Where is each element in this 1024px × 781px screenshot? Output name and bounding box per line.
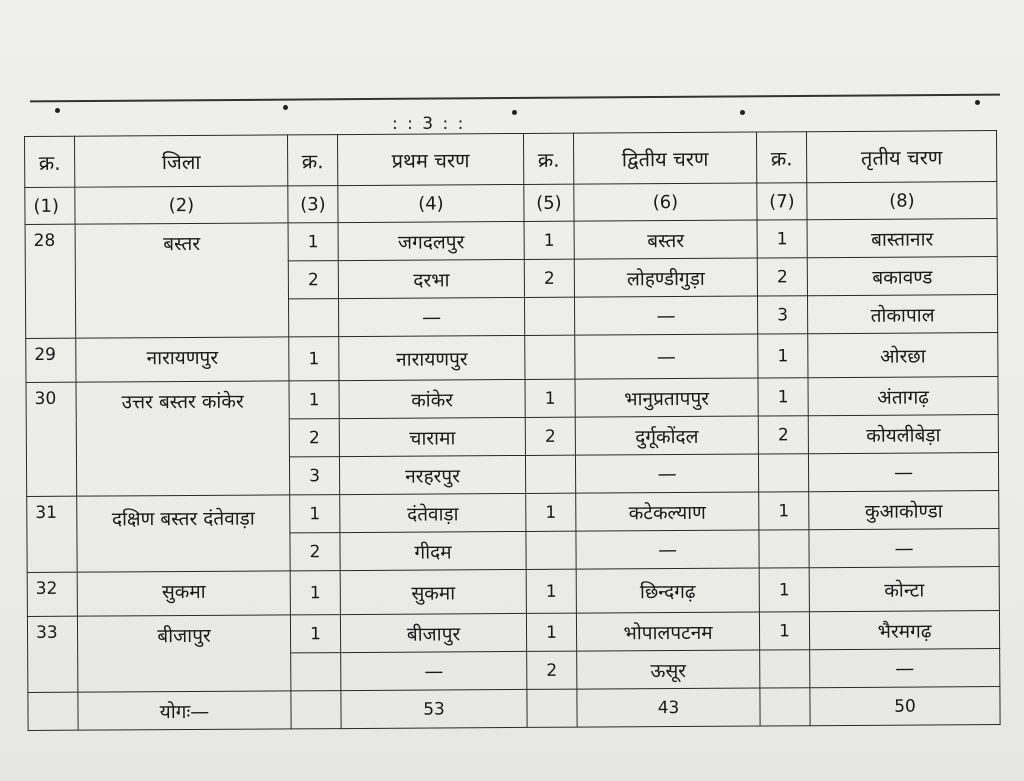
district-name: सुकमा <box>77 571 290 616</box>
column-index: (5) <box>524 184 574 221</box>
phase1-serial: 3 <box>289 457 339 495</box>
phase1-block: दरभा <box>338 259 524 298</box>
block-table <box>24 130 1001 731</box>
phase2-block: भानुप्रतापपुर <box>575 378 758 417</box>
phase2-serial: 1 <box>526 569 576 613</box>
phase1-block: दंतेवाड़ा <box>340 493 526 532</box>
total-row <box>28 687 1000 731</box>
table-row <box>27 611 999 655</box>
phase2-serial: 1 <box>525 379 575 417</box>
column-header: क्र. <box>523 133 573 184</box>
empty-cell <box>527 689 577 727</box>
column-index: (6) <box>574 183 757 221</box>
phase1-serial: 2 <box>290 533 340 571</box>
phase1-serial: 1 <box>290 571 340 615</box>
phase2-serial: 2 <box>525 417 575 455</box>
phase2-serial <box>526 531 576 569</box>
column-index: (2) <box>75 186 288 224</box>
phase1-serial: 2 <box>289 419 339 457</box>
dot-mark <box>512 110 517 115</box>
phase1-block: जगदलपुर <box>338 221 524 260</box>
table-row <box>26 333 998 383</box>
phase2-serial <box>525 455 575 493</box>
district-serial: 29 <box>26 338 76 382</box>
phase1-serial: 2 <box>288 261 338 299</box>
phase2-block: — <box>575 334 758 379</box>
phase2-block: दुर्गूकोंदल <box>575 416 758 455</box>
phase1-serial <box>288 299 338 337</box>
phase3-serial <box>758 454 808 492</box>
column-index: (4) <box>338 184 524 222</box>
phase2-serial <box>524 297 574 335</box>
phase1-serial: 1 <box>290 495 340 533</box>
phase3-block: कोन्टा <box>809 567 999 612</box>
empty-cell <box>760 688 810 726</box>
phase2-block: — <box>576 530 759 569</box>
column-header: प्रथम चरण <box>337 133 523 185</box>
phase2-serial: 2 <box>524 259 574 297</box>
phase3-block: अंतागढ़ <box>808 377 998 416</box>
district-name: नारायणपुर <box>76 337 289 382</box>
phase2-serial: 1 <box>526 493 576 531</box>
phase3-serial: 1 <box>759 568 809 612</box>
header-row <box>25 131 997 188</box>
total-label: योगः— <box>78 691 291 730</box>
column-header: द्वितीय चरण <box>573 132 756 184</box>
phase3-block: कुआकोण्डा <box>809 491 999 530</box>
district-serial: 28 <box>25 224 76 338</box>
phase1-block: गीदम <box>340 531 526 570</box>
phase1-block: नारायणपुर <box>339 335 525 380</box>
column-index-row <box>25 182 997 225</box>
column-header: क्र. <box>25 136 75 187</box>
phase3-serial: 2 <box>757 258 807 296</box>
phase1-block: — <box>341 651 527 690</box>
table-row <box>27 491 999 535</box>
phase2-block: बस्तर <box>574 220 757 259</box>
phase3-block: बकावण्ड <box>807 257 997 296</box>
phase3-block: भैरमगढ़ <box>809 611 999 650</box>
table-row <box>27 567 999 617</box>
district-name: बस्तर <box>75 223 289 338</box>
phase2-serial: 1 <box>526 613 576 651</box>
column-index: (1) <box>25 187 75 224</box>
page-number: : : 3 : : <box>392 114 466 134</box>
district-name: दक्षिण बस्तर दंतेवाड़ा <box>77 495 290 572</box>
phase1-serial: 1 <box>288 223 338 261</box>
phase3-serial <box>759 530 809 568</box>
phase1-block: बीजापुर <box>340 613 526 652</box>
phase2-serial: 1 <box>524 221 574 259</box>
phase2-block: ऊसूर <box>577 650 760 689</box>
phase3-serial: 1 <box>757 220 807 258</box>
phase3-serial: 1 <box>759 612 809 650</box>
phase3-block: कोयलीबेड़ा <box>808 415 998 454</box>
phase1-serial: 1 <box>289 381 339 419</box>
district-serial: 32 <box>27 572 77 616</box>
total-phase1: 53 <box>341 689 527 728</box>
phase2-block: छिन्दगढ़ <box>576 568 759 613</box>
column-header: जिला <box>75 135 288 187</box>
phase2-block: भोपालपटनम <box>576 612 759 651</box>
phase3-block: — <box>810 649 1000 688</box>
header-rule <box>30 94 1000 103</box>
table-row <box>25 219 997 263</box>
phase1-serial: 1 <box>289 337 339 381</box>
district-serial: 33 <box>27 616 77 692</box>
district-name: उत्तर बस्तर कांकेर <box>76 381 290 496</box>
phase2-block: लोहण्डीगुड़ा <box>574 258 757 297</box>
phase3-serial: 2 <box>758 416 808 454</box>
pen-mark <box>0 0 24 2</box>
dot-mark <box>55 108 60 113</box>
total-phase2: 43 <box>577 688 760 727</box>
district-serial: 30 <box>26 382 77 496</box>
phase3-serial: 1 <box>758 334 808 378</box>
phase1-serial: 1 <box>290 615 340 653</box>
dot-mark <box>740 110 745 115</box>
empty-cell <box>291 691 341 729</box>
phase2-serial <box>525 335 575 379</box>
phase1-block: — <box>338 297 524 336</box>
column-index: (8) <box>807 182 997 220</box>
dot-mark <box>283 105 288 110</box>
column-index: (7) <box>757 183 807 220</box>
dot-mark <box>975 100 980 105</box>
phase3-block: — <box>808 453 998 492</box>
phase1-block: नरहरपुर <box>339 455 525 494</box>
phase3-block: तोकापाल <box>807 295 997 334</box>
total-phase3: 50 <box>810 687 1000 726</box>
phase3-block: ओरछा <box>808 333 998 378</box>
phase3-serial: 1 <box>759 492 809 530</box>
phase3-serial: 1 <box>758 378 808 416</box>
phase1-block: सुकमा <box>340 569 526 614</box>
phase3-block: — <box>809 529 999 568</box>
district-name: बीजापुर <box>77 615 290 692</box>
phase2-block: कटेकल्याण <box>576 492 759 531</box>
phase1-block: कांकेर <box>339 379 525 418</box>
phase3-serial: 3 <box>757 296 807 334</box>
phase1-block: चारामा <box>339 417 525 456</box>
district-serial: 31 <box>27 496 77 572</box>
phase2-block: — <box>575 454 758 493</box>
phase3-block: बास्तानार <box>807 219 997 258</box>
phase1-serial <box>291 653 341 691</box>
column-index: (3) <box>288 186 338 223</box>
column-header: क्र. <box>756 132 806 183</box>
empty-cell <box>28 692 78 730</box>
phase3-serial <box>760 650 810 688</box>
phase2-serial: 2 <box>527 651 577 689</box>
table-row <box>26 377 998 421</box>
phase2-block: — <box>574 296 757 335</box>
column-header: तृतीय चरण <box>806 131 996 183</box>
column-header: क्र. <box>287 135 337 186</box>
